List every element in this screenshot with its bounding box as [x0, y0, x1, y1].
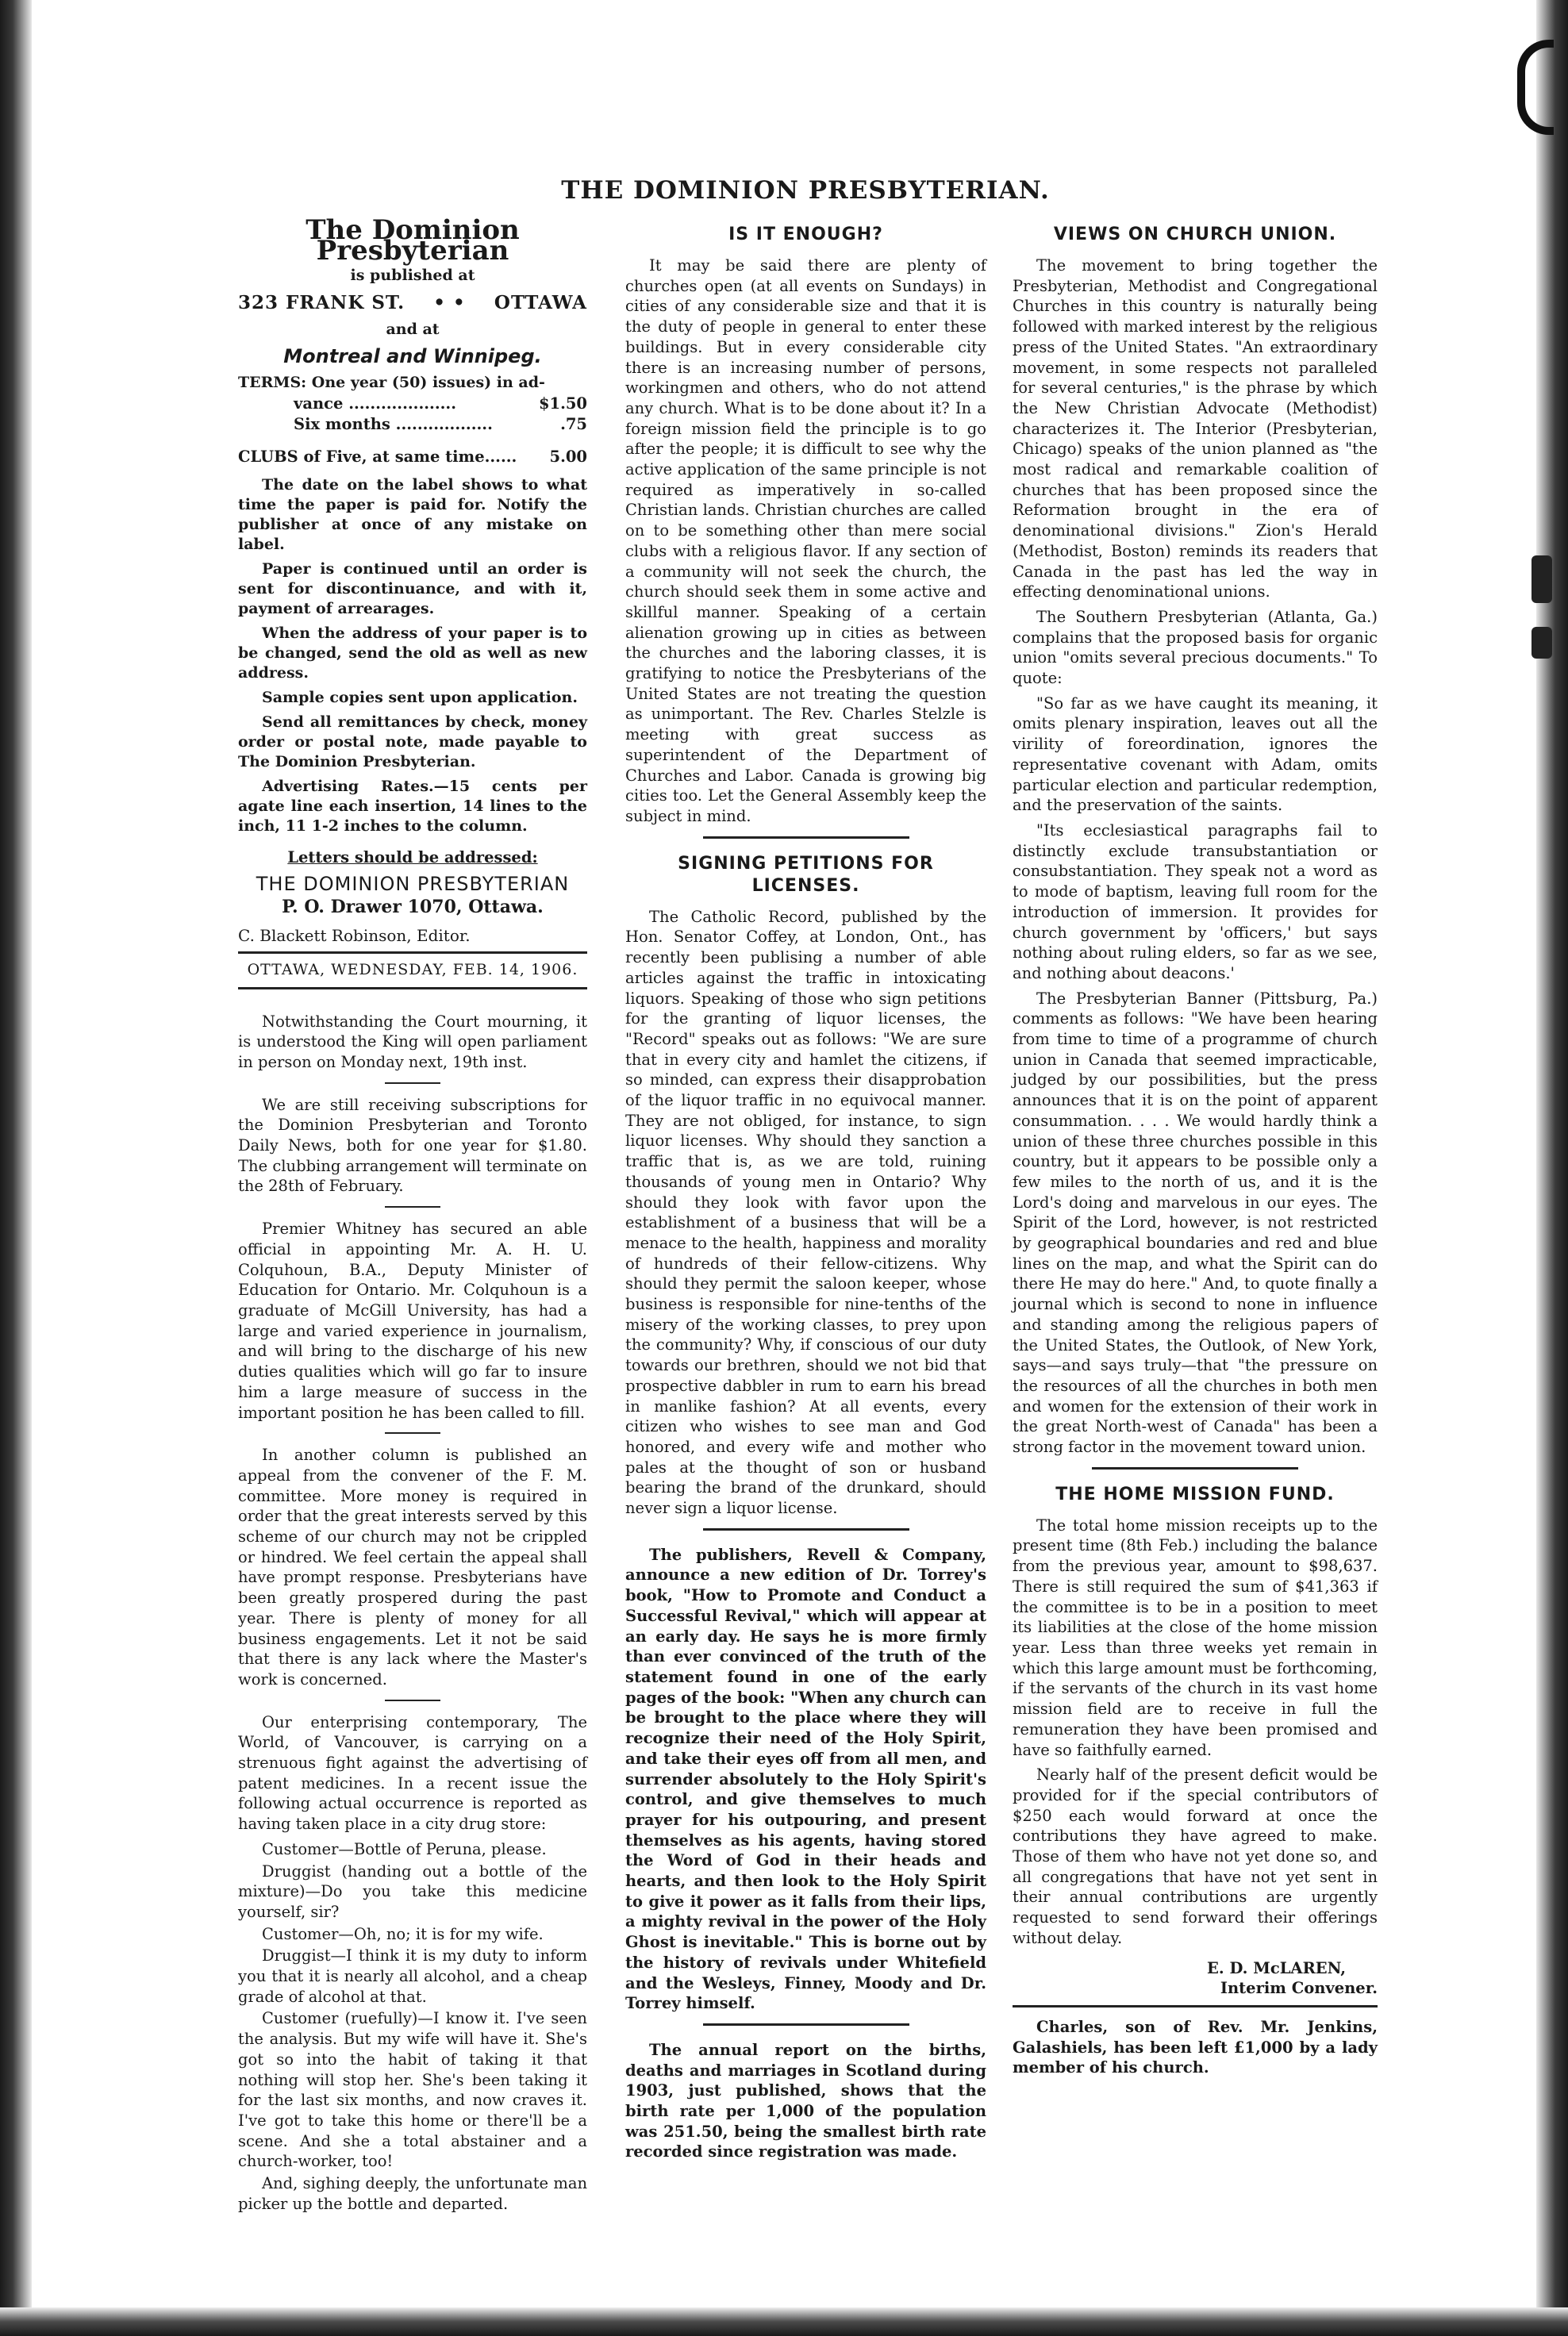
page-edge-right: [1536, 0, 1568, 2336]
dialog-line: And, sighing deeply, the unfortunate man picker up the bottle and departed.: [238, 2174, 587, 2213]
paragraph: The annual report on the births, deaths and marriages in Scotland during 1903, just published, shows that the birth rate per 1,000 of the population was 251.50, being the smallest birth rate recorded since registration was made.: [625, 2040, 986, 2161]
paragraph: The total home mission receipts up to the present time (8th Feb.) including the balance from the previous year, amount to $98,637. There is still required the sum of $41,363 if the committee is to be in a position to meet its liabilities at the close of the home mission year. Less than three weeks yet remain in which this large amount must be forthcoming, if the servants of the church in its vast home mission field are to receive in full the remuneration they have been promised and have so faithfully earned.: [1013, 1516, 1378, 1759]
notice-continuance: Paper is continued until an order is sent for discontinuance, and with it, payment of arrearages.: [238, 560, 587, 618]
address-city: OTTAWA: [494, 292, 587, 314]
notice-advertising: Advertising Rates.—15 cents per agate line each insertion, 14 lines to the inch, 11 1-2 inches to the column.: [238, 778, 587, 836]
other-cities: Montreal and Winnipeg.: [283, 344, 542, 367]
binder-clip-icon: [1517, 40, 1554, 135]
divider: [385, 1700, 440, 1701]
page-edge-left: [0, 0, 32, 2336]
terms-line: TERMS: One year (50) issues) in ad-: [238, 374, 545, 392]
divider: [385, 1432, 440, 1434]
clubs-row: [238, 447, 587, 467]
paragraph: We are still receiving subscriptions for the Dominion Presbyterian and Toronto Daily News, both for one year for $1.80. The clubbing arrangement will terminate on the 28th of February.: [238, 1095, 587, 1196]
article-heading: VIEWS ON CHURCH UNION.: [1053, 225, 1337, 244]
divider: [385, 1082, 440, 1084]
revival-notice: [625, 1545, 986, 2014]
paragraph: The movement to bring together the Presbyterian, Methodist and Congregational Churches in this country is naturally being followed with marked interest by the religious press of the United States. "An extraordinary movement, in some respects not paralleled for several centuries," is the phrase by which the New Christian Advocate (Methodist) characterizes it. The Interior (Presbyterian, Chicago) speaks of the union planned as "the most radical and remarkable coalition of churches that has been proposed since the Reformation brought in the era of denominational divisions." Zion's Herald (Methodist, Boston) reminds its readers that Canada in the past has led the way in effecting denominational unions.: [1013, 256, 1378, 601]
dialog-line: Customer—Bottle of Peruna, please.: [262, 1839, 547, 1858]
paragraph: Notwithstanding the Court mourning, it is understood the King will open parliament in person on Monday next, 19th inst.: [238, 1012, 587, 1071]
dialog-line: Customer—Oh, no; it is for my wife.: [262, 1924, 544, 1943]
page-edge-bottom: [0, 2307, 1568, 2336]
publication-name: The Dominion Presbyterian: [306, 214, 520, 267]
published-at: is published at: [350, 267, 475, 285]
divider: [1092, 1467, 1298, 1470]
article-heading: SIGNING PETITIONS FOR LICENSES.: [678, 853, 934, 896]
notice-address-change: When the address of your paper is to be changed, send the old as well as new address.: [238, 624, 587, 682]
column-left: [238, 214, 587, 2216]
clubs-label: CLUBS of Five, at same time......: [238, 448, 517, 467]
address-dots: • •: [433, 292, 466, 314]
dialog: [238, 1839, 587, 2215]
publisher-address: [238, 293, 587, 313]
editor-line: C. Blackett Robinson, Editor.: [238, 926, 471, 946]
notice-remittances: Send all remittances by check, money order or postal note, made payable to The Dominion Presbyterian.: [238, 713, 587, 771]
edge-tab-icon: [1531, 555, 1552, 603]
birth-rate-notice: [625, 2040, 986, 2162]
terms-label: Six months ..................: [294, 414, 493, 433]
column-right: [1013, 221, 1378, 2083]
terms-row-year: [238, 394, 587, 414]
clubs-value: 5.00: [549, 448, 587, 467]
divider: [703, 2023, 909, 2026]
notice-sample-copies: Sample copies sent upon application.: [262, 689, 578, 707]
terms-label: vance ....................: [294, 394, 456, 413]
and-at: and at: [386, 320, 440, 338]
paragraph: Our enterprising contemporary, The World, of Vancouver, is carrying on a strenuous fight against the advertising of patent medicines. In a recent issue the following actual occurrence is reported as having taken place in a city drug store:: [238, 1712, 587, 1834]
terms-value: $1.50: [538, 394, 587, 413]
paragraph: Nearly half of the present deficit would be provided for if the special contributors of $250 each would forward at once the contributions they have agreed to make. Those of them who have not yet done so, and all congregations that have not yet sent in their annual contributions are urgently requested to send forward their offerings without delay.: [1013, 1765, 1378, 1947]
article-heading: THE HOME MISSION FUND.: [1055, 1484, 1335, 1504]
dialog-line: Druggist (handing out a bottle of the mixture)—Do you take this medicine yourself, sir?: [238, 1862, 587, 1921]
paragraph: The publishers, Revell & Company, announce a new edition of Dr. Torrey's book, "How to Promote and Conduct a Successful Revival," which will appear at an early day. He says he is more firmly than ever convinced of the truth of the statement found in one of the early pages of the book: "When any church can be brought to the place where they will recognize their need of the Holy Spirit, and take their eyes off from all men, and surrender absolutely to the Holy Spirit's control, and give themselves to much prayer for his outpouring, and present themselves as his agents, having stored the Word of God in their heads and hearts, and then look to the Holy Spirit to give it power as it falls from their lips, a mighty revival in the power of the Holy Ghost is inevitable." This is borne out by the history of revivals under Whitefield and the Wesleys, Finney, Moody and Dr. Torrey himself.: [625, 1545, 986, 2013]
signature-name: E. D. McLAREN,: [1207, 1958, 1346, 1977]
signature-title: Interim Convener.: [1220, 1979, 1378, 1998]
divider: [703, 836, 909, 839]
address-street: 323 FRANK ST.: [238, 292, 405, 314]
paragraph: The Presbyterian Banner (Pittsburg, Pa.) comments as follows: "We have been hearing from time to time of a programme of church union in Canada that seemed impracticable, judged by our possibilities, but the press announces that it is on the point of apparent consummation. . . . We would hardly think a union of these three churches possible in this country, but it appears to be possible only a few miles to the north of us, and it is the Lord's doing and marvelous in our eyes. The Spirit of the Lord, however, is not restricted by geographical boundaries and red and blue lines on the map, and what the Spirit can do there He may do here." And, to quote finally a journal which is second to none in influence and standing among the religious papers of the United States, the Outlook, of New York, says—and says truly—that "the pressure on the resources of all the churches in both men and women for the extension of their work in the great North-west of Canada" has been a strong factor in the movement toward union.: [1013, 989, 1378, 1457]
dateline: OTTAWA, WEDNESDAY, FEB. 14, 1906.: [238, 951, 587, 989]
dialog-line: Customer (ruefully)—I know it. I've seen the analysis. But my wife will have it. She's got so into the habit of taking it that nothing will stop her. She's been taking it for the last six months, and now craves it. I've got to take this home or there'll be a scene. And she a total abstainer and a church-worker, too!: [238, 2009, 587, 2171]
divider: [385, 1206, 440, 1208]
paragraph: "So far as we have caught its meaning, it omits plenary inspiration, leaves out all the virility of foreordination, ignores the representative covenant with Adam, omits particular election and particular redemption, and the preservation of the saints.: [1013, 694, 1378, 815]
paragraph: It may be said there are plenty of churches open (at all events on Sundays) in cities of any considerable size and that it is the duty of people in general to enter these buildings. But in every considerable city there is an increasing number of persons, workingmen and others, who do not attend any church. What is to be done about it? In a foreign mission field the principle is to go after the people; it is difficult to see why the active application of the same principle is not required as imperatively in so-called Christian lands. Christian churches are called on to be something other than mere social clubs with a religious flavor. If any section of a community will not seek the church, the church should seek them in some active and skillful manner. Speaking of a certain alienation growing up in cities as between the churches and the laboring classes, it is gratifying to notice the Presbyterians of the United States are not treating the question as unimportant. The Rev. Charles Stelzle is meeting with great success as superintendent of the Department of Churches and Labor. Canada is growing big cities too. Let the General Assembly keep the subject in mind.: [625, 256, 986, 825]
paragraph: Charles, son of Rev. Mr. Jenkins, Galashiels, has been left £1,000 by a lady member of his church.: [1013, 2017, 1378, 2077]
address-name: THE DOMINION PRESBYTERIAN: [256, 872, 570, 895]
paragraph: "Its ecclesiastical paragraphs fail to distinctly exclude transubstantiation or consubstantiation. They speak not a word as to mode of baptism, leaving full room for the introduction of immersion. It provides for church government by 'officers,' but says nothing about ruling elders, so far as we see, and nothing about deacons.': [1013, 820, 1378, 982]
paragraph: In another column is published an appeal from the convener of the F. M. committee. More money is required in order that the great interests served by this scheme of our church may not be crippled or hindred. We feel certain the appeal shall have prompt response. Presbyterians have been greatly prospered during the past year. There is plenty of money for all business engagements. Let it not be said that there is any lack where the Master's work is concerned.: [238, 1446, 587, 1689]
letters-addressed: Letters should be addressed:: [287, 848, 538, 867]
paragraph: Premier Whitney has secured an able official in appointing Mr. A. H. U. Colquhoun, B.A., Deputy Minister of Education for Ontario. Mr. Colquhoun is a graduate of McGill University, has had a large and varied experience in journalism, and will bring to the discharge of his new duties qualities which will go far to insure him a large measure of success in the important position he has been called to fill.: [238, 1220, 587, 1422]
bequest-notice: [1013, 2017, 1378, 2078]
divider: [703, 1528, 909, 1531]
address-drawer: P. O. Drawer 1070, Ottawa.: [282, 897, 544, 918]
terms-value: .75: [560, 414, 587, 433]
terms-row-six-months: [238, 414, 587, 435]
paragraph: The Southern Presbyterian (Atlanta, Ga.) complains that the proposed basis for organic union "omits several precious documents." To quote:: [1013, 607, 1378, 688]
article-heading: IS IT ENOUGH?: [728, 225, 883, 244]
divider: [1013, 2005, 1378, 2008]
notice-label-date: The date on the label shows to what time the paper is paid for. Notify the publisher at once of any mistake on label.: [238, 476, 587, 554]
edge-tab-icon: [1531, 627, 1552, 659]
column-middle: [625, 221, 986, 2167]
paragraph: The Catholic Record, published by the Hon. Senator Coffey, at London, Ont., has recently been publising a number of able articles against the traffic in intoxicating liquors. Speaking of those who sign petitions for the granting of liquor licenses, the "Record" speaks out as follows: "We are sure that in every city and hamlet the citizens, if so minded, can express their disapprobation of the liquor traffic in no equivocal manner. They are not obliged, for instance, to sign liquor licenses. Why should they sanction a traffic that is, as we are told, ruining thousands of young men in Ontario? Why should they look with favor upon the establishment of a business that will be a menace to the health, happiness and morality of hundreds of their fellow-citizens. Why should they permit the saloon keeper, whose business is responsible for nine-tenths of the misery of the working classes, to prey upon the community? Why, if conscious of our duty towards our brethren, should we not bid that prospective dabbler in rum to earn his bread in manlike fashion? At all events, every citizen who wishes to see man and God honored, and every wife and mother who pales at the thought of son or husband bearing the brand of the drunkard, should never sign a liquor license.: [625, 907, 986, 1518]
dialog-line: Druggist—I think it is my duty to inform you that it is nearly all alcohol, and a cheap grade of alcohol at that.: [238, 1946, 587, 2006]
page-masthead: THE DOMINION PRESBYTERIAN.: [561, 176, 1050, 205]
